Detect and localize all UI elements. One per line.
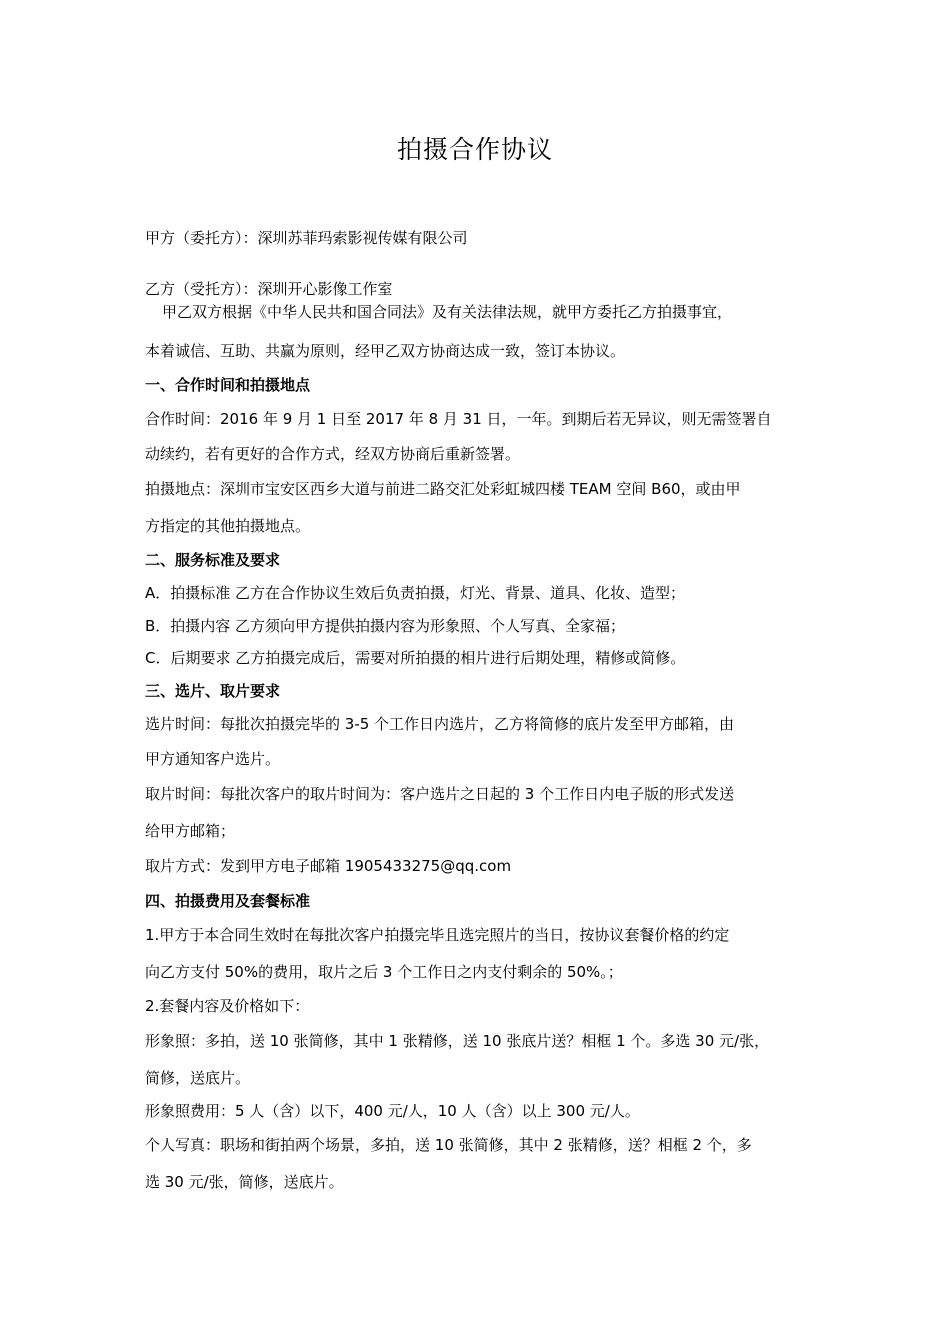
- intro-line: 甲乙双方根据《中华人民共和国合同法》及有关法律法规，就甲方委托乙方拍摄事宜，: [162, 303, 733, 321]
- paragraph-line: 取片时间：每批次客户的取片时间为：客户选片之日起的 3 个工作日内电子版的形式发送: [145, 785, 735, 803]
- paragraph-line: A．拍摄标准 乙方在合作协议生效后负责拍摄，灯光、背景、道具、化妆、造型；: [145, 584, 686, 602]
- section-heading: 一、合作时间和拍摄地点: [145, 376, 311, 394]
- page-title: 拍摄合作协议: [396, 135, 553, 164]
- party-a: 甲方（委托方）：深圳苏菲玛索影视传媒有限公司: [145, 229, 468, 247]
- paragraph-line: 选片时间：每批次拍摄完毕的 3-5 个工作日内选片，乙方将简修的底片发至甲方邮箱，由: [145, 715, 735, 733]
- paragraph-line: 选 30 元/张，简修，送底片。: [145, 1173, 344, 1191]
- section-heading: 三、选片、取片要求: [145, 682, 281, 700]
- section-heading: 四、拍摄费用及套餐标准: [145, 892, 311, 910]
- paragraph-line: C．后期要求 乙方拍摄完成后，需要对所拍摄的相片进行后期处理，精修或简修。: [145, 649, 686, 667]
- paragraph-line: B．拍摄内容 乙方须向甲方提供拍摄内容为形象照、个人写真、全家福；: [145, 617, 626, 635]
- paragraph-line: 取片方式：发到甲方电子邮箱 1905433275@qq.com: [145, 857, 512, 875]
- paragraph-line: 形象照：多拍，送 10 张简修，其中 1 张精修，送 10 张底片送？相框 1 个。多选 30 元/张，: [145, 1032, 770, 1050]
- paragraph-line: 简修，送底片。: [145, 1069, 251, 1087]
- paragraph-line: 2.套餐内容及价格如下：: [145, 997, 310, 1015]
- party-b: 乙方（受托方）：深圳开心影像工作室: [145, 280, 393, 298]
- paragraph-line: 方指定的其他拍摄地点。: [145, 517, 311, 535]
- paragraph-line: 个人写真：职场和街拍两个场景，多拍，送 10 张简修，其中 2 张精修，送？相框 2 个，多: [145, 1136, 752, 1154]
- paragraph-line: 1.甲方于本合同生效时在每批次客户拍摄完毕且选完照片的当日，按协议套餐价格的约定: [145, 926, 730, 944]
- paragraph-line: 形象照费用：5 人（含）以下，400 元/人，10 人（含）以上 300 元/人。: [145, 1102, 640, 1120]
- paragraph-line: 拍摄地点：深圳市宝安区西乡大道与前进二路交汇处彩虹城四楼 TEAM 空间 B60，或由甲: [145, 480, 741, 498]
- paragraph-line: 动续约，若有更好的合作方式，经双方协商后重新签署。: [145, 445, 521, 463]
- paragraph-line: 向乙方支付 50%的费用，取片之后 3 个工作日之内支付剩余的 50%。；: [145, 963, 623, 981]
- intro-line: 本着诚信、互助、共赢为原则，经甲乙双方协商达成一致，签订本协议。: [145, 342, 626, 360]
- paragraph-line: 甲方通知客户选片。: [145, 750, 281, 768]
- paragraph-line: 给甲方邮箱；: [145, 822, 236, 840]
- paragraph-line: 合作时间：2016 年 9 月 1 日至 2017 年 8 月 31 日，一年。到期后若无异议，则无需签署自: [145, 410, 772, 428]
- section-heading: 二、服务标准及要求: [145, 551, 281, 569]
